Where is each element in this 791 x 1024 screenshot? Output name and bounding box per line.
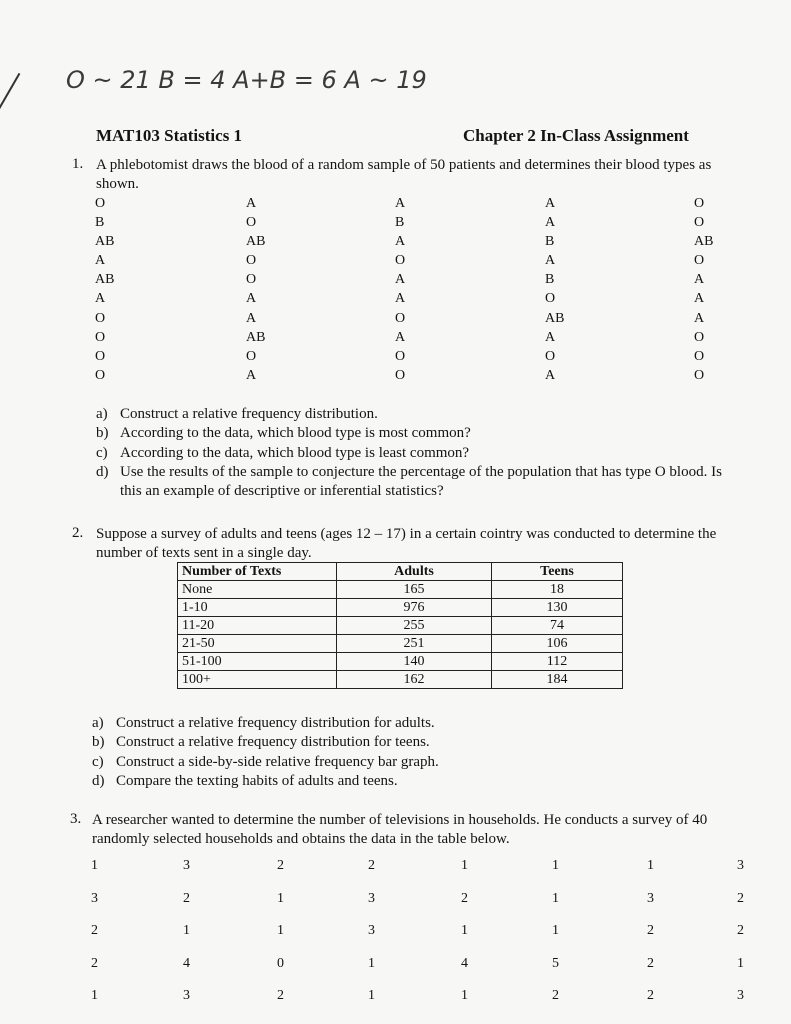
tv-count-cell: 2	[183, 890, 190, 906]
table-header-row	[178, 563, 623, 581]
blood-type-cell: A	[545, 329, 556, 345]
blood-type-cell: A	[545, 367, 556, 383]
table-cell: 140	[337, 653, 492, 671]
texts-table	[177, 562, 623, 689]
blood-type-cell: A	[395, 272, 406, 288]
blood-type-cell: A	[694, 291, 705, 307]
column-header: Number of Texts	[178, 563, 337, 581]
blood-type-column	[545, 194, 564, 385]
question-1-line: shown.	[96, 176, 139, 192]
tv-count-cell: 2	[647, 923, 654, 938]
tv-count-cell: 1	[461, 858, 468, 873]
course-title: MAT103 Statistics 1	[96, 126, 243, 145]
tv-count-cell: 2	[91, 955, 98, 971]
part-text: Construct a side-by-side relative frequency bar graph.	[116, 753, 439, 770]
tv-count-cell: 2	[91, 923, 98, 938]
blood-type-cell: O	[694, 348, 705, 364]
tv-count-cell: 1	[91, 988, 98, 1003]
blood-type-cell: O	[395, 348, 406, 364]
tv-count-cell: 2	[737, 890, 744, 906]
question-part	[92, 733, 439, 752]
question-part	[96, 405, 722, 424]
tv-count-cell: 1	[183, 923, 190, 938]
tv-count-cell: 1	[647, 858, 654, 873]
table-cell: 51-100	[178, 653, 337, 671]
blood-type-cell: A	[95, 291, 106, 307]
blood-type-cell: O	[246, 272, 257, 288]
televisions-data-grid	[0, 858, 791, 1008]
tv-count-cell: 3	[91, 890, 98, 906]
blood-type-cell: A	[246, 367, 257, 383]
blood-type-cell: A	[395, 196, 406, 211]
table-row	[178, 653, 623, 671]
tv-count-cell: 2	[647, 955, 654, 971]
part-letter: c)	[92, 753, 104, 770]
blood-type-cell: A	[545, 196, 556, 211]
question-1-number: 1.	[72, 156, 84, 172]
table-cell: 976	[337, 599, 492, 617]
tv-count-cell: 4	[461, 955, 468, 971]
blood-type-cell: O	[694, 215, 705, 231]
question-2-line: number of texts sent in a single day.	[96, 545, 312, 561]
blood-type-cell: A	[395, 291, 406, 307]
tv-count-cell: 1	[552, 858, 559, 873]
question-part	[92, 753, 439, 772]
blood-type-cell: O	[95, 367, 106, 383]
question-1-line: A phlebotomist draws the blood of a random sample of 50 patients and determines their blood types as	[96, 157, 712, 173]
tv-count-cell: 3	[368, 923, 375, 938]
blood-type-cell: A	[395, 329, 406, 345]
table-row	[178, 671, 623, 689]
tv-count-cell: 1	[91, 858, 98, 873]
table-cell: None	[178, 581, 337, 599]
blood-type-cell: A	[246, 310, 257, 326]
tv-count-cell: 1	[552, 890, 559, 906]
table-cell: 112	[492, 653, 623, 671]
part-text: Construct a relative frequency distribution for teens.	[116, 734, 430, 751]
tv-count-cell: 2	[737, 923, 744, 938]
blood-type-cell: B	[95, 215, 105, 231]
blood-type-cell: B	[395, 215, 405, 231]
blood-type-cell: AB	[95, 272, 115, 288]
tv-count-cell: 5	[552, 955, 559, 971]
tv-count-cell: 0	[277, 955, 284, 971]
column-header: Adults	[337, 563, 492, 581]
blood-type-cell: O	[395, 253, 406, 269]
blood-type-cell: A	[95, 253, 106, 269]
blood-type-cell: B	[545, 272, 555, 288]
blood-type-cell: O	[95, 329, 106, 345]
part-text: this an example of descriptive or inferential statistics?	[120, 483, 444, 500]
blood-type-cell: AB	[95, 234, 115, 250]
blood-type-column	[395, 194, 405, 385]
blood-type-cell: O	[246, 253, 257, 269]
blood-type-cell: A	[246, 196, 257, 211]
part-text: Construct a relative frequency distribution.	[120, 406, 378, 422]
tv-count-cell: 1	[368, 988, 375, 1003]
table-cell: 100+	[178, 671, 337, 689]
question-part	[92, 772, 439, 791]
table-cell: 74	[492, 617, 623, 635]
blood-type-cell: A	[545, 253, 556, 269]
table-cell: 251	[337, 635, 492, 653]
tv-count-cell: 3	[183, 988, 190, 1003]
question-2-number: 2.	[72, 525, 84, 541]
question-1-text	[96, 156, 711, 194]
tv-count-cell: 3	[737, 858, 744, 873]
question-3-number: 3.	[70, 811, 82, 827]
table-row	[178, 599, 623, 617]
tv-count-cell: 1	[368, 955, 375, 971]
tv-count-cell: 1	[277, 923, 284, 938]
tv-count-cell: 2	[552, 988, 559, 1003]
part-letter: b)	[92, 734, 105, 751]
tv-count-cell: 3	[737, 988, 744, 1003]
blood-type-grid	[0, 194, 791, 389]
part-letter: c)	[96, 444, 108, 461]
table-cell: 11-20	[178, 617, 337, 635]
part-letter: b)	[96, 425, 109, 442]
part-letter: d)	[92, 772, 105, 789]
table-row	[178, 617, 623, 635]
table-cell: 106	[492, 635, 623, 653]
blood-type-cell: O	[246, 348, 257, 364]
question-2-line: Suppose a survey of adults and teens (ages 12 – 17) in a certain cointry was conducted to determine the	[96, 526, 717, 542]
table-cell: 130	[492, 599, 623, 617]
table-row	[178, 635, 623, 653]
part-text: Construct a relative frequency distribution for adults.	[116, 715, 435, 731]
blood-type-column	[95, 194, 114, 385]
tv-count-cell: 2	[461, 890, 468, 906]
tv-count-cell: 2	[277, 988, 284, 1003]
question-3-text	[92, 811, 707, 849]
blood-type-cell: A	[694, 272, 705, 288]
blood-type-cell: O	[95, 310, 106, 326]
blood-type-cell: B	[545, 234, 555, 250]
part-letter: d)	[96, 463, 109, 480]
question-part	[96, 424, 722, 443]
blood-type-cell: AB	[246, 329, 266, 345]
blood-type-cell: AB	[545, 310, 565, 326]
part-text: According to the data, which blood type is least common?	[120, 444, 470, 461]
question-2-text	[96, 525, 716, 563]
table-cell: 1-10	[178, 599, 337, 617]
question-part	[96, 463, 722, 482]
blood-type-cell: O	[395, 310, 406, 326]
part-text: Compare the texting habits of adults and teens.	[116, 772, 398, 789]
blood-type-column	[694, 194, 713, 385]
table-cell: 21-50	[178, 635, 337, 653]
blood-type-cell: O	[95, 348, 106, 364]
tv-count-cell: 2	[277, 858, 284, 873]
blood-type-cell: O	[95, 196, 106, 211]
blood-type-cell: A	[694, 310, 705, 326]
question-3-line: A researcher wanted to determine the number of televisions in households. He conducts a survey of 40	[92, 812, 708, 828]
question-part	[96, 482, 722, 501]
blood-type-cell: O	[545, 291, 556, 307]
question-2-parts	[92, 714, 439, 791]
tv-count-cell: 3	[368, 890, 375, 906]
blood-type-cell: O	[694, 253, 705, 269]
blood-type-cell: O	[246, 215, 257, 231]
blood-type-column	[246, 194, 265, 385]
blood-type-cell: A	[246, 291, 257, 307]
table-row	[178, 581, 623, 599]
tv-count-cell: 1	[461, 988, 468, 1003]
part-text: Use the results of the sample to conjecture the percentage of the population that has type O blood. Is	[120, 463, 722, 480]
handwritten-note-text: O ~ 21 B = 4 A+B = 6 A ~ 19	[66, 66, 427, 94]
tv-count-cell: 1	[277, 890, 284, 906]
tv-count-cell: 2	[647, 988, 654, 1003]
part-letter: a)	[96, 406, 108, 422]
tv-count-cell: 1	[737, 955, 744, 971]
table-cell: 18	[492, 581, 623, 599]
blood-type-cell: A	[395, 234, 406, 250]
blood-type-cell: O	[694, 367, 705, 383]
tv-count-cell: 1	[461, 923, 468, 938]
table-cell: 162	[337, 671, 492, 689]
blood-type-cell: AB	[694, 234, 714, 250]
question-1-parts	[96, 405, 722, 501]
assignment-title: Chapter 2 In-Class Assignment	[463, 126, 689, 145]
part-text: According to the data, which blood type is most common?	[120, 425, 471, 442]
question-part	[92, 714, 439, 733]
tv-count-cell: 4	[183, 955, 190, 971]
blood-type-cell: O	[545, 348, 556, 364]
table-cell: 255	[337, 617, 492, 635]
part-letter: a)	[92, 715, 104, 731]
blood-type-cell: O	[694, 329, 705, 345]
handwritten-notes	[0, 58, 791, 128]
table-cell: 165	[337, 581, 492, 599]
tv-count-cell: 3	[183, 858, 190, 873]
blood-type-cell: O	[694, 196, 705, 211]
tv-count-cell: 2	[368, 858, 375, 873]
table-cell: 184	[492, 671, 623, 689]
blood-type-cell: AB	[246, 234, 266, 250]
blood-type-cell: A	[545, 215, 556, 231]
tv-count-cell: 1	[552, 923, 559, 938]
question-3-line: randomly selected households and obtains the data in the table below.	[92, 831, 510, 847]
blood-type-cell: O	[395, 367, 406, 383]
tv-count-cell: 3	[647, 890, 654, 906]
question-part	[96, 444, 722, 463]
column-header: Teens	[492, 563, 623, 581]
